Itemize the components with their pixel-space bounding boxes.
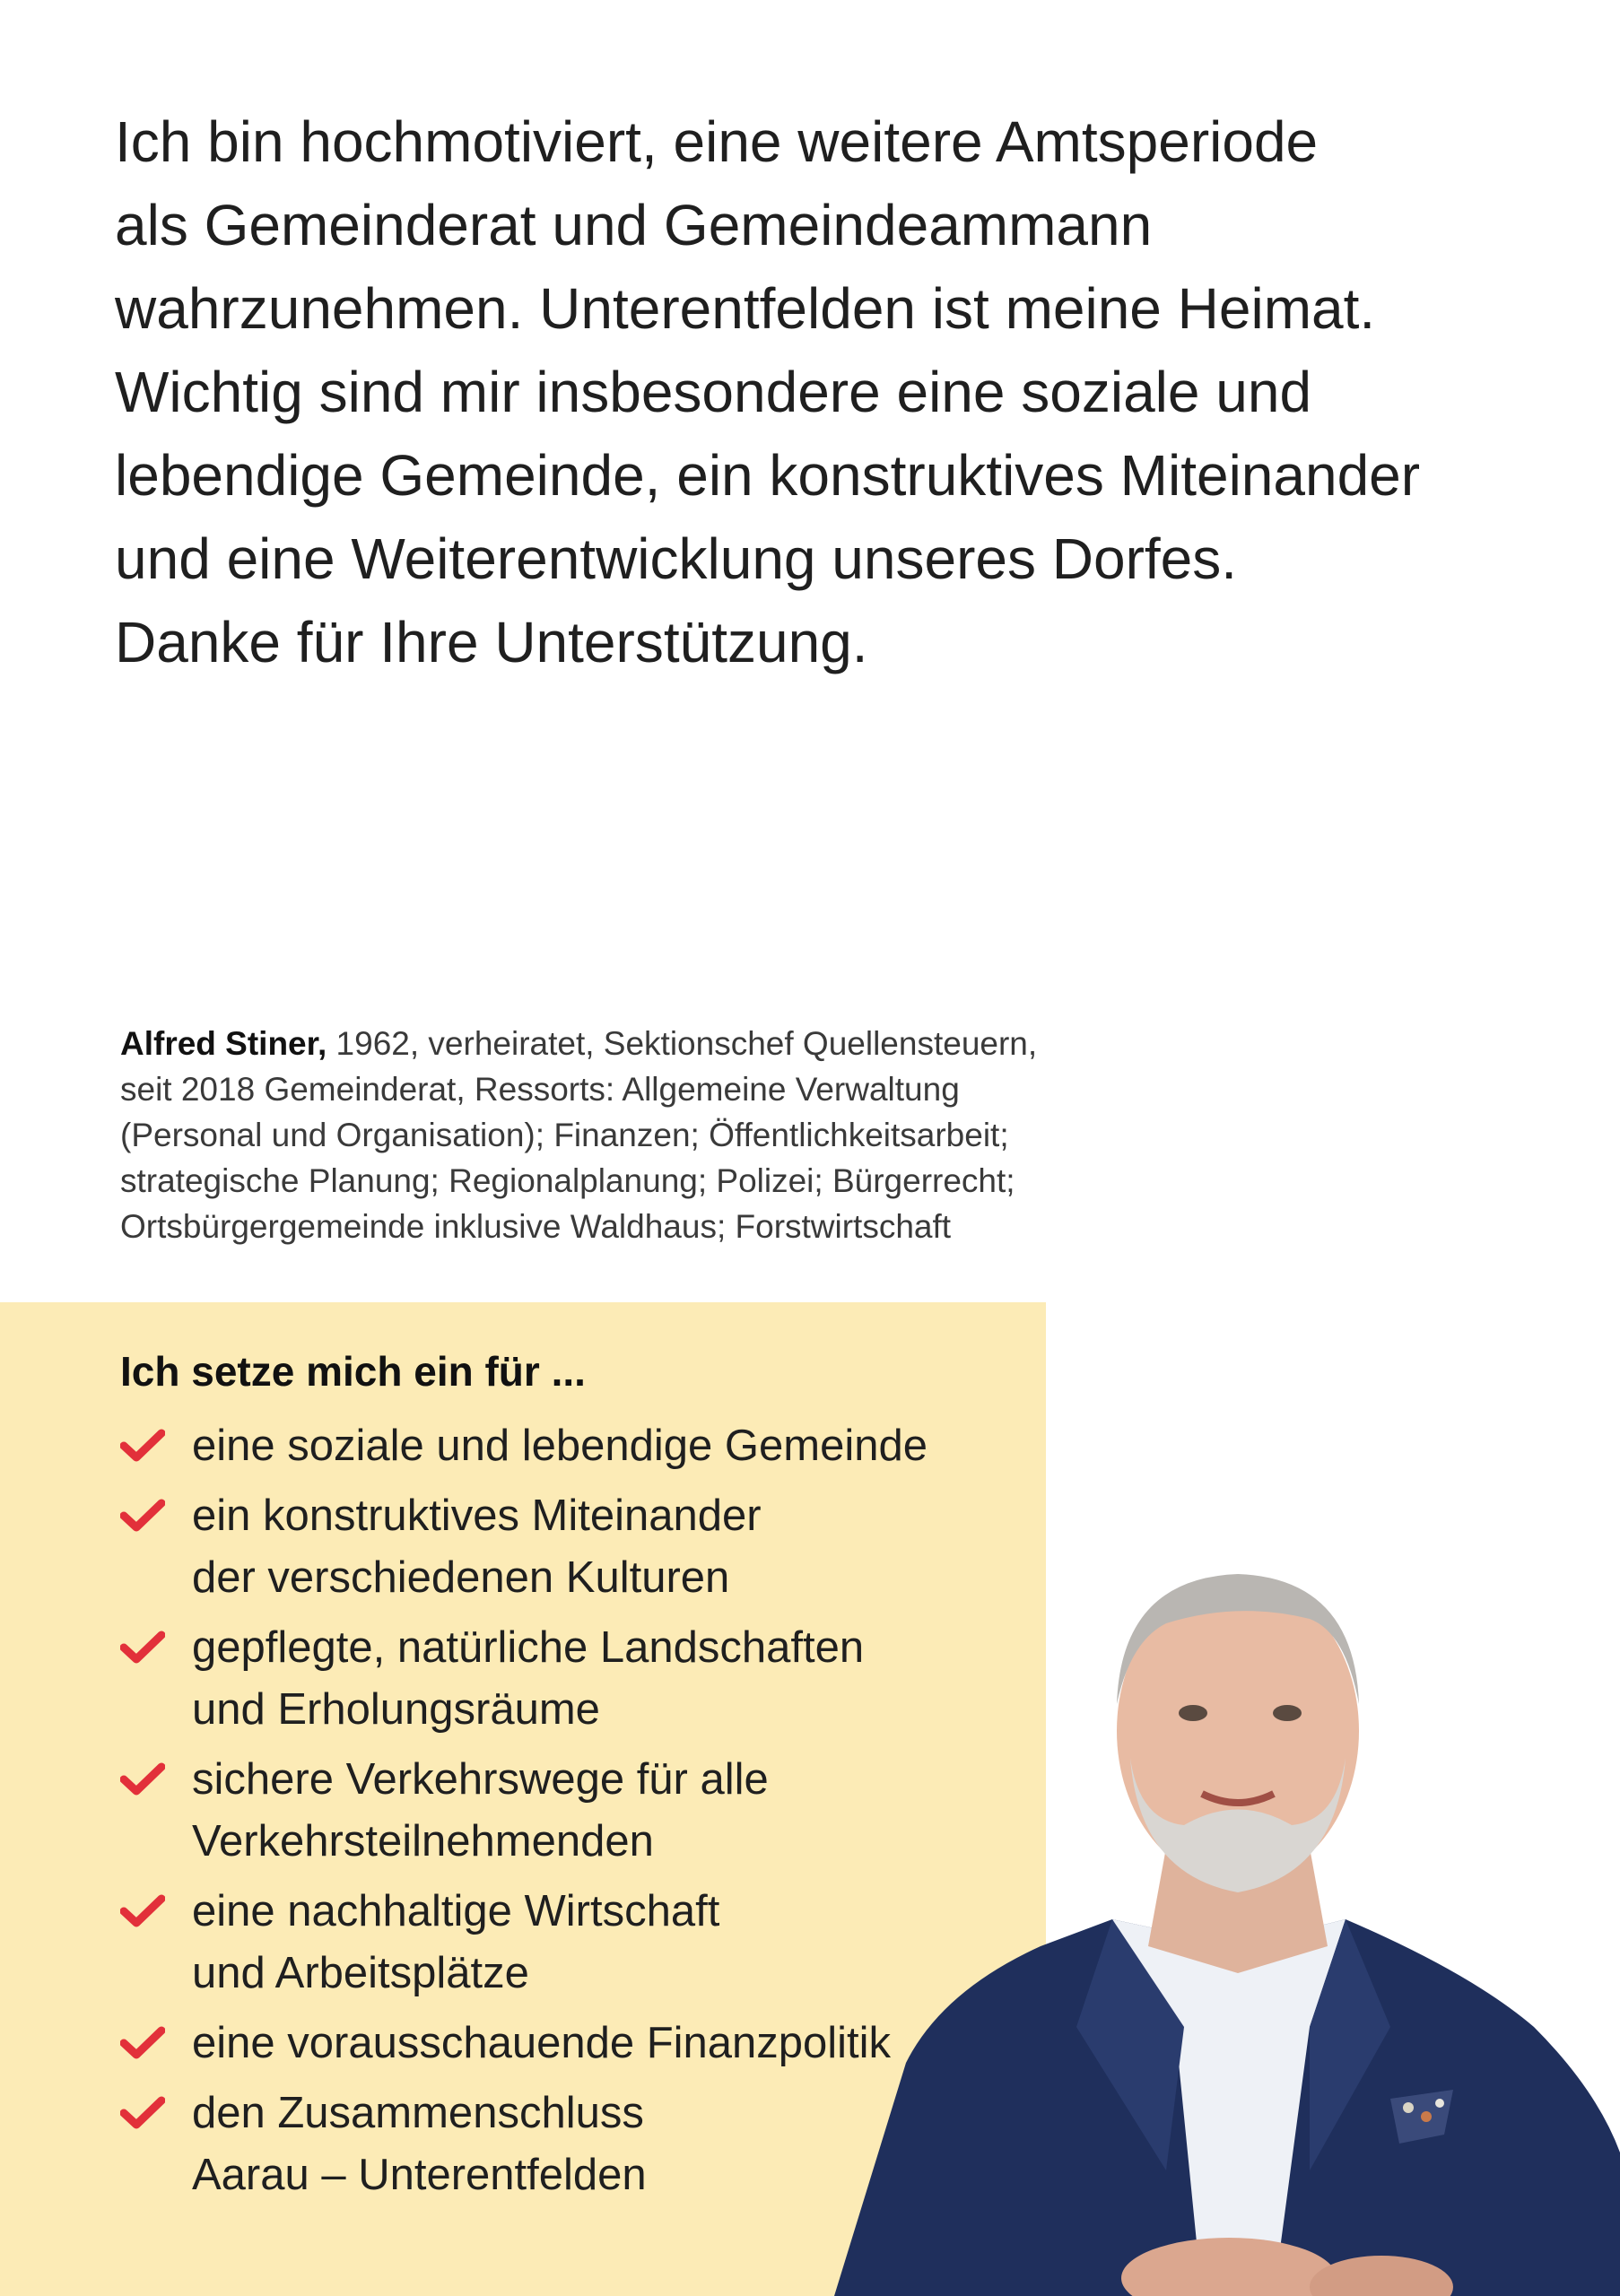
intro-line: als Gemeinderat und Gemeindeammann [115, 193, 1153, 257]
checkmark-icon [120, 1630, 165, 1665]
bio-line: strategische Planung; Regionalplanung; Polizei; Bürgerrecht; [120, 1162, 1015, 1199]
commitment-line: ein konstruktives Miteinander [192, 1492, 762, 1540]
commitment-line: Aarau – Unterentfelden [192, 2151, 647, 2199]
checkmark-icon [120, 2095, 165, 2131]
commitment-line: und Erholungsräume [192, 1685, 600, 1734]
candidate-bio [120, 1021, 1179, 1249]
intro-line: lebendige Gemeinde, ein konstruktives Miteinander [115, 443, 1421, 508]
commitment-line: sichere Verkehrswege für alle [192, 1755, 769, 1804]
commitment-line: gepflegte, natürliche Landschaften [192, 1623, 865, 1672]
candidate-name: Alfred Stiner, [120, 1025, 327, 1062]
bio-line: seit 2018 Gemeinderat, Ressorts: Allgemeine Verwaltung [120, 1071, 960, 1108]
intro-statement [115, 100, 1586, 684]
commitment-line: und Arbeitsplätze [192, 1949, 529, 1997]
bio-line [120, 1021, 1179, 1066]
bio-line-text: 1962, verheiratet, Sektionschef Quellensteuern, [327, 1025, 1038, 1062]
intro-line: wahrzunehmen. Unterentfelden ist meine Heimat. [115, 276, 1376, 341]
intro-line: und eine Weiterentwicklung unseres Dorfes. [115, 526, 1238, 591]
checkmark-icon [120, 2025, 165, 2061]
commitment-line: der verschiedenen Kulturen [192, 1553, 730, 1602]
commitment-line: Verkehrsteilnehmenden [192, 1817, 654, 1866]
commitment-line: eine soziale und lebendige Gemeinde [192, 1422, 928, 1470]
candidate-portrait [807, 1525, 1620, 2296]
bio-line: Ortsbürgergemeinde inklusive Waldhaus; Forstwirtschaft [120, 1208, 952, 1245]
commitment-item [120, 1415, 1053, 1477]
commitment-line: eine nachhaltige Wirtschaft [192, 1887, 720, 1935]
intro-line: Wichtig sind mir insbesondere eine soziale und [115, 360, 1312, 424]
intro-line: Danke für Ihre Unterstützung. [115, 610, 868, 674]
checkmark-icon [120, 1498, 165, 1534]
commitments-title: Ich setze mich ein für ... [120, 1348, 586, 1395]
commitment-line: den Zusammenschluss [192, 2089, 644, 2137]
checkmark-icon [120, 1761, 165, 1797]
commitment-line: eine vorausschauende Finanzpolitik [192, 2019, 892, 2067]
checkmark-icon [120, 1428, 165, 1464]
intro-line: Ich bin hochmotiviert, eine weitere Amtsperiode [115, 109, 1319, 174]
checkmark-icon [120, 1893, 165, 1929]
bio-line: (Personal und Organisation); Finanzen; Öffentlichkeitsarbeit; [120, 1117, 1009, 1153]
commitment-text [192, 1415, 1053, 1477]
